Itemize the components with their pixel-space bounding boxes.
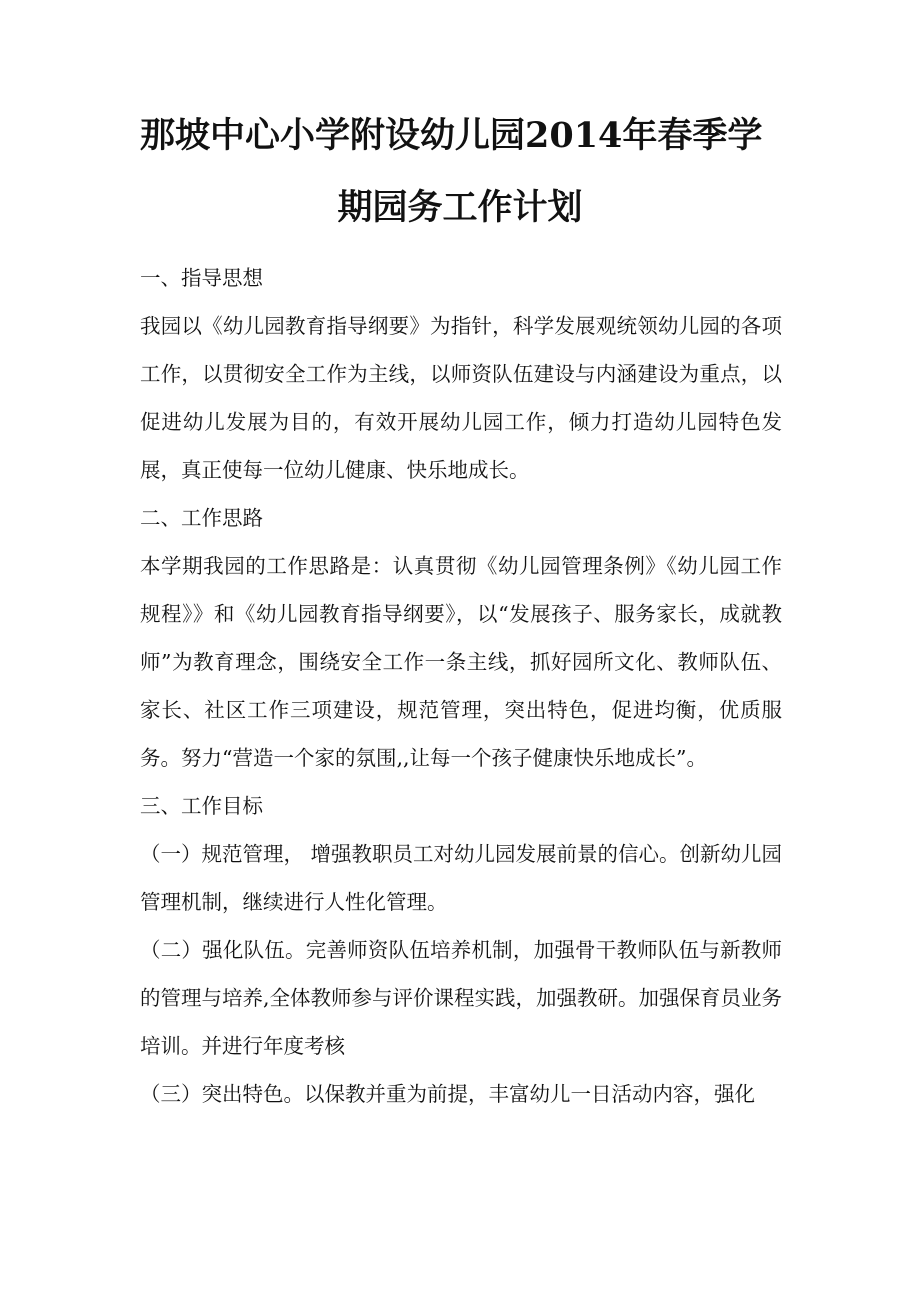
title-line-1: 那坡中心小学附设幼儿园2014年春季学: [140, 115, 763, 156]
title-line-2: 期园务工作计划: [337, 187, 583, 228]
section-heading-work-goals: 三、工作目标: [140, 794, 263, 818]
document-title: [0, 100, 920, 244]
paragraph-goal-standardize-management: （一）规范管理， 增强教职员工对幼儿园发展前景的信心。创新幼儿园管理机制，继续进行人性化管理。: [140, 842, 783, 914]
document-body: [140, 254, 782, 1118]
section-heading-guiding-ideology: 一、指导思想: [140, 266, 263, 290]
paragraph-guiding-ideology: 我园以《幼儿园教育指导纲要》为指针，科学发展观统领幼儿园的各项工作，以贯彻安全工作为主线，以师资队伍建设与内涵建设为重点，以促进幼儿发展为目的，有效开展幼儿园工作，倾力打造幼儿园特色发展，真正使每一位幼儿健康、快乐地成长。: [140, 314, 782, 482]
paragraph-work-approach: 本学期我园的工作思路是：认真贯彻《幼儿园管理条例》《幼儿园工作规程》》和《幼儿园教育指导纲要》，以“发展孩子、服务家长，成就教师”为教育理念，围绕安全工作一条主线，抓好园所文化、教师队伍、家长、社区工作三项建设，规范管理，突出特色，促进均衡，优质服务。努力“营造一个家的氛围,,让每一个孩子健康快乐地成长”。: [140, 554, 782, 770]
paragraph-goal-highlight-features: （三）突出特色。以保教并重为前提，丰富幼儿一日活动内容，强化: [140, 1082, 755, 1106]
paragraph-goal-strengthen-team: （二）强化队伍。完善师资队伍培养机制，加强骨干教师队伍与新教师的管理与培养,全体教师参与评价课程实践，加强教研。加强保育员业务培训。并进行年度考核: [140, 938, 783, 1058]
section-heading-work-approach: 二、工作思路: [140, 506, 263, 530]
